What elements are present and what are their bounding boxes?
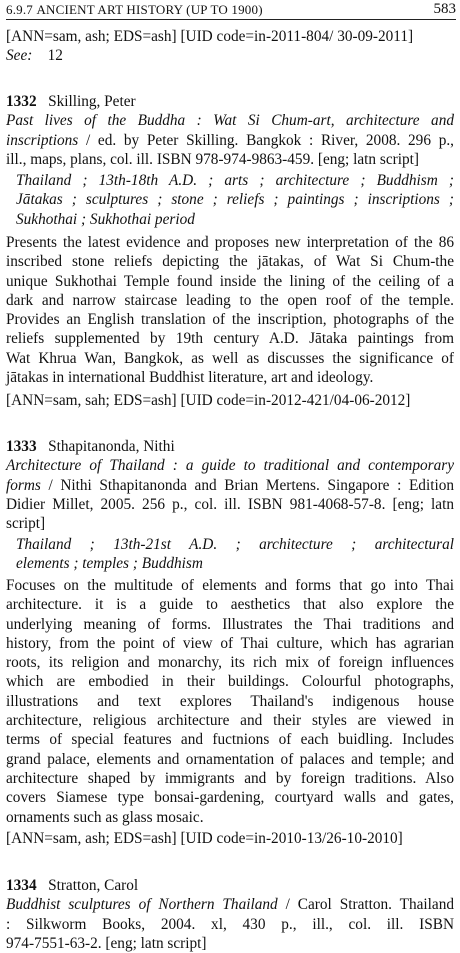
see-line	[6, 46, 454, 65]
entry-heading	[6, 92, 454, 111]
entry-imprint-line: script]	[6, 515, 46, 533]
page-number: 583	[433, 1, 456, 17]
top-annotation	[6, 27, 454, 66]
entry-title-line: Buddhist sculptures of Northern Thailand / Carol Stratton. Thailand	[6, 896, 455, 914]
abstract-line: jātakas in international Buddhist literature, art and ideology.	[6, 369, 374, 387]
entry-1334	[6, 876, 454, 953]
entry-number: 1334	[6, 877, 37, 894]
abstract-line: architecture, religious architecture and their styles are viewed in	[6, 712, 454, 730]
abstract-line: Provides an English translation of the inscription, photographs of the	[6, 311, 454, 329]
abstract-line: ornaments such as glass mosaic.	[6, 808, 204, 826]
abstract-line: roots, its religion and monarchy, its rich mix of foreign influences	[6, 654, 454, 672]
entry-1333-abstract	[6, 576, 454, 827]
running-header	[6, 0, 456, 20]
entry-1332-annotation	[6, 391, 454, 410]
abstract-line: inscribed stone reliefs depicting the jātakas, of Wat Si Chum-the	[6, 253, 454, 271]
entry-1332-abstract	[6, 233, 454, 387]
subject-line: Thailand ; 13th-18th A.D. ; arts ; architecture ; Buddhism ;	[16, 172, 454, 189]
entry-number: 1333	[6, 438, 37, 455]
entry-imprint-line: Didier Millet, 2005. 256 p., col. ill. ISBN 981-4068-57-8. [eng; latn	[6, 495, 454, 513]
entry-imprint-line: ill., maps, plans, col. ill. ISBN 978-974-9863-459. [eng; latn script]	[6, 150, 419, 168]
abstract-line: Wat Khrua Wan, Bangkok, as well as discusses the significance of	[6, 349, 454, 367]
annotation-line: [ANN=sam, ash; EDS=ash] [UID code=in-2011-804/ 30-09-2011]	[6, 28, 414, 45]
entry-imprint-line: 974-7551-63-2. [eng; latn script]	[6, 934, 207, 952]
entry-title-line: forms / Nithi Sthapitanonda and Brian Mertens. Singapore : Edition	[6, 476, 454, 494]
abstract-line: dark and narrow staircase leading to the open roof of the temple.	[6, 291, 454, 309]
abstract-line: illustrations and text explores Thailand's indigenous house	[6, 692, 454, 710]
section-title: ANCIENT ART HISTORY (UP TO 1900)	[36, 2, 263, 17]
abstract-line: grand palace, elements and ornamentation of palaces and temple; and	[6, 750, 454, 768]
entry-author: Stratton, Carol	[48, 877, 139, 894]
abstract-line: Focuses on the multitude of elements and forms that go into Thai	[6, 577, 454, 594]
entry-heading	[6, 437, 454, 456]
subject-line: Sukhothai ; Sukhothai period	[16, 210, 195, 228]
abstract-line: covers Siamese type bonsai-gardening, courtyard walls and gates,	[6, 789, 454, 807]
annotation-line: [ANN=sam, sah; EDS=ash] [UID code=in-2012-421/04-06-2012]	[6, 392, 411, 409]
entry-imprint-line: : Silkworm Books, 2004. xl, 430 p., ill., col. ill. ISBN	[6, 915, 454, 933]
abstract-line: unique Sukhothai Temple found inside the lining of the ceiling of a	[6, 272, 454, 290]
entry-1333-subjects	[16, 535, 454, 574]
entry-1333	[6, 437, 454, 533]
entry-title-line: Past lives of the Buddha : Wat Si Chum-art, architecture and	[6, 112, 454, 130]
subject-line: Thailand ; 13th-21st A.D. ; architecture ; architectural	[16, 536, 454, 553]
abstract-line: Presents the latest evidence and proposes new interpretation of the 86	[6, 234, 454, 251]
abstract-line: architecture shaped by immigrants and by foreign traditions. Also	[6, 769, 454, 787]
see-value: 12	[47, 47, 63, 65]
abstract-line: which are embodied in their buildings. Colourful photographs,	[6, 673, 454, 691]
entry-1333-annotation	[6, 829, 454, 848]
entry-heading	[6, 876, 454, 895]
section-number: 6.9.7	[6, 2, 33, 17]
subject-line: Jātakas ; sculptures ; stone ; reliefs ; paintings ; inscriptions ;	[16, 191, 454, 209]
abstract-line: architecture. it is a guide to aesthetics that also explore the	[6, 596, 454, 614]
abstract-line: history, from the point of view of Thai culture, which has agrarian	[6, 634, 454, 652]
subject-line: elements ; temples ; Buddhism	[16, 555, 203, 573]
abstract-line: underlying meaning of forms. Illustrates the Thai traditions and	[6, 615, 454, 633]
entry-title-line: inscriptions / ed. by Peter Skilling. Bangkok : River, 2008. 296 p.,	[6, 131, 454, 149]
entry-1332	[6, 92, 454, 169]
entry-title-line: Architecture of Thailand : a guide to traditional and contemporary	[6, 457, 454, 475]
see-label: See:	[6, 47, 33, 65]
entry-author: Sthapitanonda, Nithi	[48, 438, 175, 455]
annotation-line: [ANN=sam, ash; EDS=ash] [UID code=in-2010-13/26-10-2010]	[6, 830, 403, 847]
abstract-line: reliefs supplemented by 19th century A.D. Jātaka paintings from	[6, 330, 454, 348]
entry-author: Skilling, Peter	[48, 93, 136, 110]
entry-number: 1332	[6, 93, 37, 110]
header-section-title	[6, 0, 263, 19]
abstract-line: terms of special features and fuctnions of each buidling. Includes	[6, 731, 454, 749]
entry-1332-subjects	[16, 171, 454, 229]
